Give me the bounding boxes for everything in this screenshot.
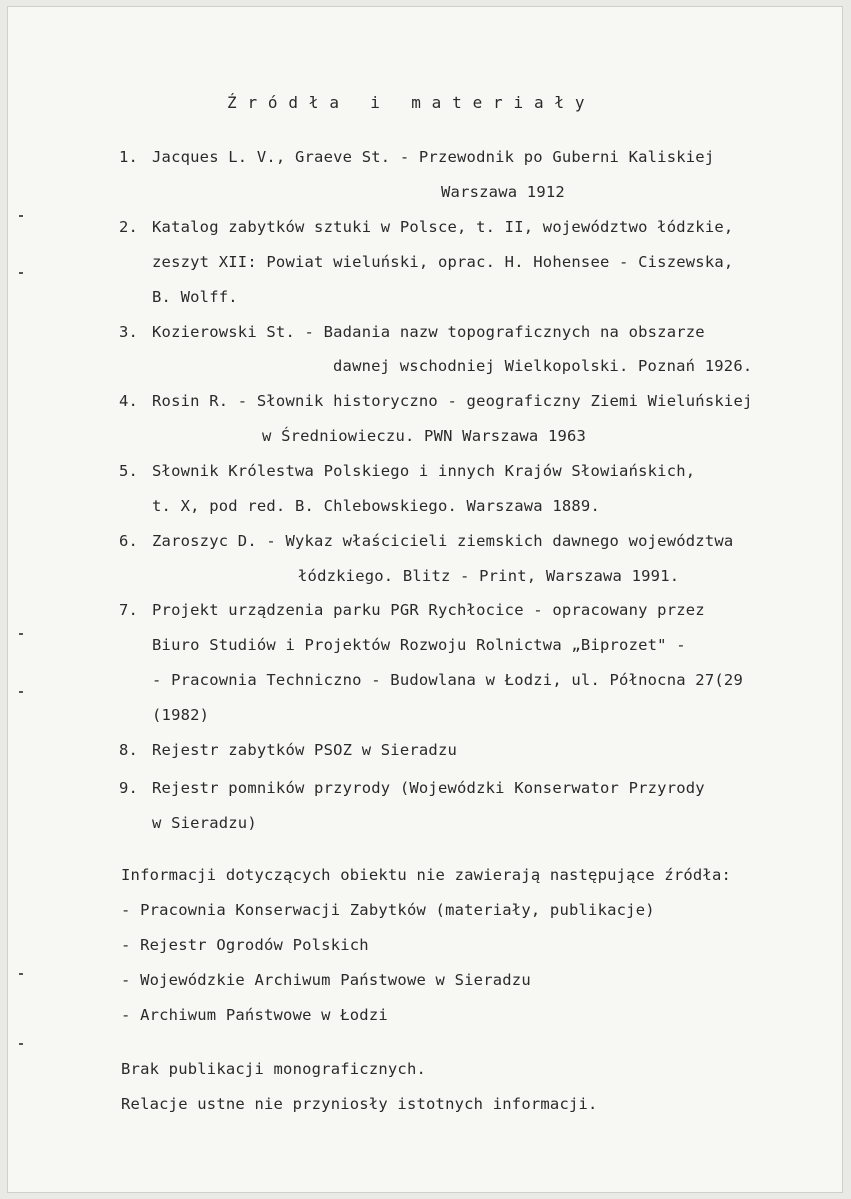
source-number-1: 1. xyxy=(119,148,139,166)
source-number-9: 9. xyxy=(119,779,139,797)
source-1-line-2: Warszawa 1912 xyxy=(441,183,565,201)
source-9-line-1: Rejestr pomników przyrody (Wojewódzki Konserwator Przyrody xyxy=(152,779,705,797)
source-7-line-2: Biuro Studiów i Projektów Rozwoju Rolnictwa „Biprozet" - xyxy=(152,636,686,654)
source-5-line-1: Słownik Królestwa Polskiego i innych Krajów Słowiańskich, xyxy=(152,462,696,480)
margin-mark xyxy=(19,272,23,274)
source-number-3: 3. xyxy=(119,323,139,341)
source-number-6: 6. xyxy=(119,532,139,550)
source-2-line-1: Katalog zabytków sztuki w Polsce, t. II, województwo łódzkie, xyxy=(152,218,734,236)
source-2-line-2: zeszyt XII: Powiat wieluński, oprac. H. Hohensee - Ciszewska, xyxy=(152,253,734,271)
source-number-4: 4. xyxy=(119,392,139,410)
info-item-3: - Wojewódzkie Archiwum Państwowe w Sieradzu xyxy=(121,971,531,989)
source-7-line-4: (1982) xyxy=(152,706,210,724)
source-7-line-3: - Pracownia Techniczno - Budowlana w Łodzi, ul. Północna 27(29 xyxy=(152,671,743,689)
source-7-line-1: Projekt urządzenia parku PGR Rychłocice - opracowany przez xyxy=(152,601,705,619)
info-item-2: - Rejestr Ogrodów Polskich xyxy=(121,936,369,954)
source-3-line-1: Kozierowski St. - Badania nazw topograficznych na obszarze xyxy=(152,323,705,341)
info-item-1: - Pracownia Konserwacji Zabytków (materiały, publikacje) xyxy=(121,901,655,919)
source-6-line-1: Zaroszyc D. - Wykaz właścicieli ziemskich dawnego województwa xyxy=(152,532,734,550)
source-8-line-1: Rejestr zabytków PSOZ w Sieradzu xyxy=(152,741,458,759)
document-page xyxy=(7,6,843,1193)
info-heading: Informacji dotyczących obiektu nie zawierają następujące źródła: xyxy=(121,866,732,884)
source-5-line-2: t. X, pod red. B. Chlebowskiego. Warszawa 1889. xyxy=(152,497,600,515)
source-6-line-2: łódzkiego. Blitz - Print, Warszawa 1991. xyxy=(298,567,680,585)
source-number-7: 7. xyxy=(119,601,139,619)
source-3-line-2: dawnej wschodniej Wielkopolski. Poznań 1926. xyxy=(333,357,753,375)
source-number-8: 8. xyxy=(119,741,139,759)
margin-mark xyxy=(19,973,23,975)
source-1-line-1: Jacques L. V., Graeve St. - Przewodnik po Guberni Kaliskiej xyxy=(152,148,715,166)
margin-mark xyxy=(19,691,23,693)
margin-mark xyxy=(19,633,23,635)
source-2-line-3: B. Wolff. xyxy=(152,288,238,306)
page-title: Ź r ó d ł a i m a t e r i a ł y xyxy=(227,93,586,112)
source-number-5: 5. xyxy=(119,462,139,480)
source-number-2: 2. xyxy=(119,218,139,236)
note-1: Brak publikacji monograficznych. xyxy=(121,1060,427,1078)
source-9-line-2: w Sieradzu) xyxy=(152,814,257,832)
margin-mark xyxy=(19,215,23,217)
margin-mark xyxy=(19,1043,23,1045)
note-2: Relacje ustne nie przyniosły istotnych informacji. xyxy=(121,1095,598,1113)
source-4-line-2: w Średniowieczu. PWN Warszawa 1963 xyxy=(262,427,587,445)
source-4-line-1: Rosin R. - Słownik historyczno - geograficzny Ziemi Wieluńskiej xyxy=(152,392,753,410)
info-item-4: - Archiwum Państwowe w Łodzi xyxy=(121,1006,388,1024)
